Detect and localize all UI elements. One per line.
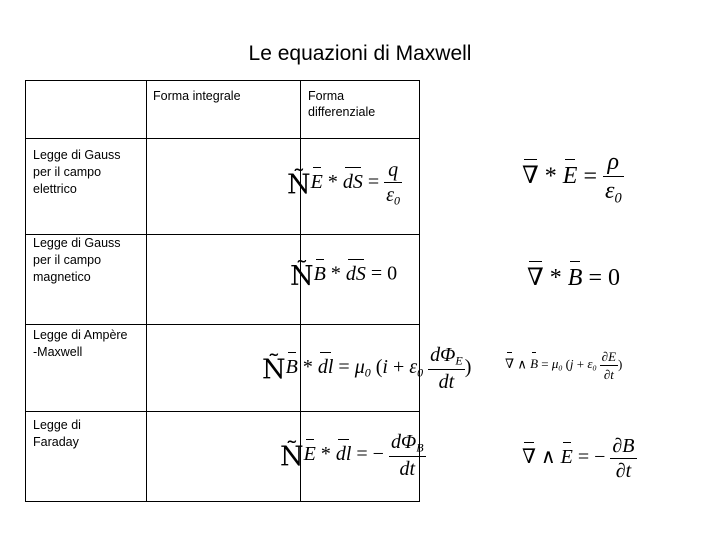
header-integral: Forma integrale [153,89,241,103]
row-label-gauss-electric: Legge di Gauss per il campo elettrico [33,148,121,196]
row-divider [26,411,419,412]
equation-integral-ampere-maxwell: ÑB * dl = $\mu_0$ ($i + \varepsilon_0$ $\frac{d\Phi_E}{dt}$ ) [262,344,472,393]
equation-differential-faraday: ∇ ∧ E = − $\frac{\partial B}{\partial t}$ [522,435,635,482]
row-label-faraday: Legge di Faraday [33,418,81,449]
equation-differential-gauss-magnetic: ∇ * B = 0 [527,265,620,291]
header-differential: Forma differenziale [308,89,376,119]
row-divider [26,324,419,325]
row-label-gauss-magnetic: Legge di Gauss per il campo magnetico [33,236,121,284]
equation-differential-gauss-electric: ∇ * E = $\frac{\rho}{\varepsilon_0}$ [522,149,622,207]
equation-integral-gauss-magnetic: ÑB * dS = 0 [290,261,398,292]
column-divider [146,81,147,501]
row-label-ampere-maxwell: Legge di Ampère -Maxwell [33,328,128,359]
equation-differential-ampere-maxwell: ∇ ∧ $B = \mu_0$ ($j + \varepsilon_0$ $\frac{\partial E}{\partial t}$ ) [505,349,623,382]
equation-integral-faraday: ÑE * dl = − $\frac{d\Phi_B}{dt}$ [280,431,424,480]
page-title: Le equazioni di Maxwell [248,42,472,65]
row-divider [26,138,419,139]
equation-integral-gauss-electric: ÑE * dS = $\frac{q}{\varepsilon_0}$ [287,159,401,208]
